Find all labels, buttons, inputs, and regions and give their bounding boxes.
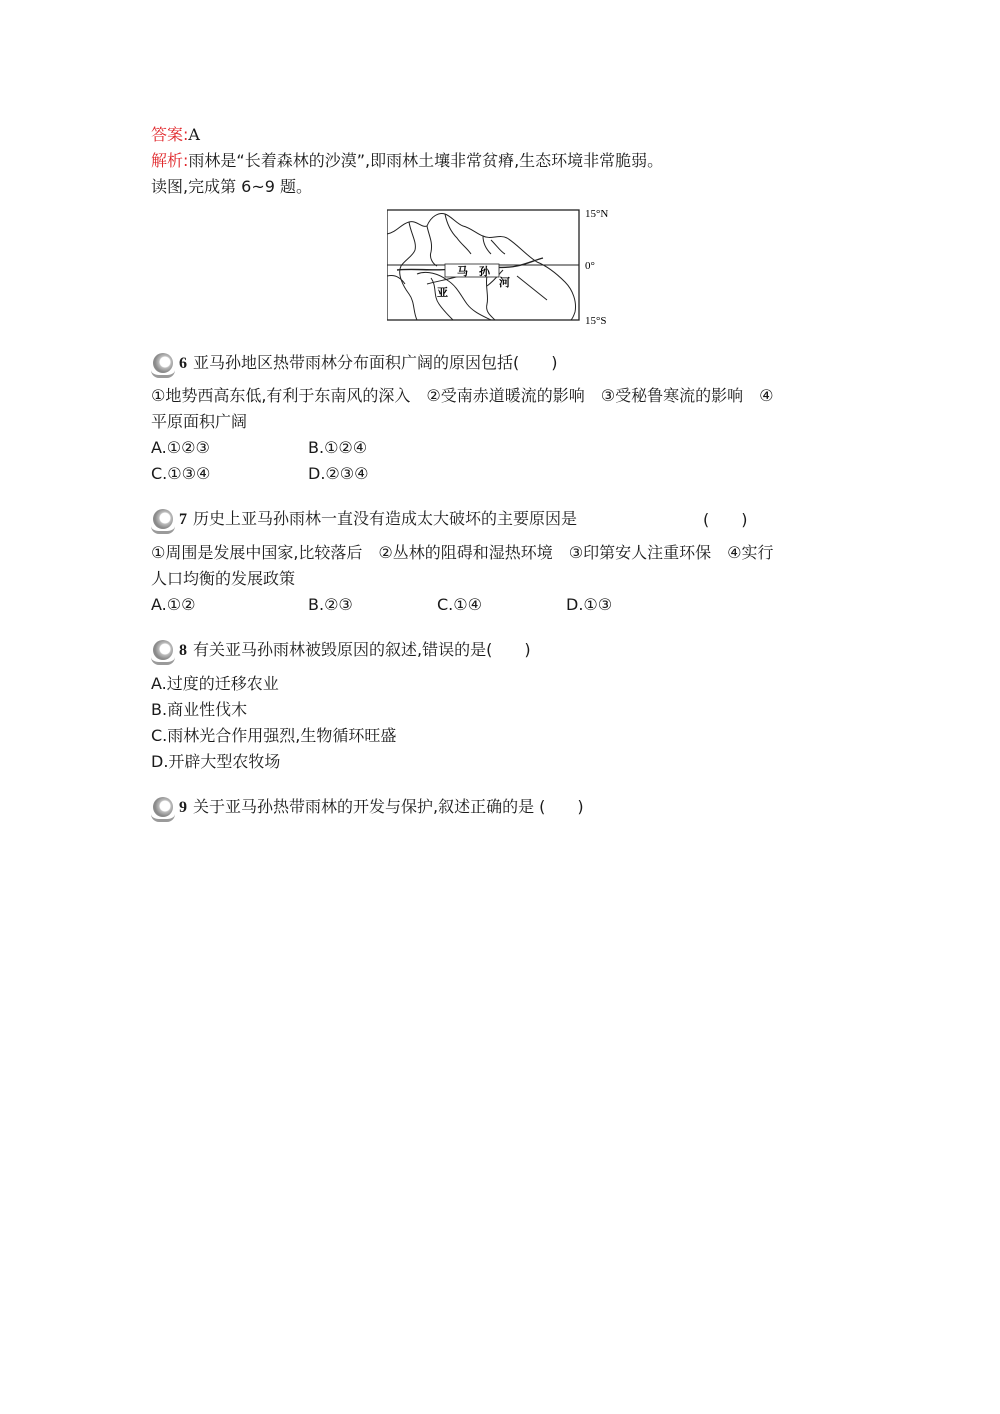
question-marker-icon [151,509,177,531]
question-stem: 历史上亚马孙雨林一直没有造成太大破坏的主要原因是 [193,509,578,528]
question-marker-icon [151,640,177,662]
question-6-heading [151,350,558,376]
question-7-statements-2: 人口均衡的发展政策 [151,569,296,588]
question-6-statements-1: ①地势西高东低,有利于东南风的深入 ②受南赤道暖流的影响 ③受秘鲁寒流的影响 ④ [151,386,774,405]
question-7-option-c: C.①④ [437,595,482,614]
answer-line: 答案:A [151,125,200,144]
question-stem: 亚马孙地区热带雨林分布面积广阔的原因包括( ) [193,353,558,372]
analysis-text: 雨林是“长着森林的沙漠”,即雨林土壤非常贫瘠,生态环境非常脆弱。 [188,151,664,170]
analysis-line: 解析:雨林是“长着森林的沙漠”,即雨林土壤非常贫瘠,生态环境非常脆弱。 [151,151,664,170]
river-label-char-2: 孙 [479,265,490,278]
analysis-label: 解析 [151,151,184,170]
amazon-map [387,204,627,328]
question-9-heading [151,794,584,820]
question-stem: 有关亚马孙雨林被毁原因的叙述,错误的是( ) [193,640,531,659]
question-number: 6 [179,355,187,372]
question-stem: 关于亚马孙热带雨林的开发与保护,叙述正确的是 ( ) [193,797,584,816]
question-6-option-c: C.①③④ [151,464,211,483]
question-marker-icon [151,353,177,375]
answer-label: 答案 [151,125,184,144]
question-number: 9 [179,799,187,816]
answer-value: A [188,125,200,144]
question-7-option-d: D.①③ [566,595,613,614]
question-8-option-b: B.商业性伐木 [151,700,248,719]
question-6-option-a: A.①②③ [151,438,210,457]
question-7-option-a: A.①② [151,595,196,614]
question-8-option-d: D.开辟大型农牧场 [151,752,281,771]
amazon-map-figure [387,204,627,328]
question-8-heading [151,637,531,663]
river-label-char-4: 河 [499,276,510,289]
question-marker-icon [151,797,177,819]
river-label-char-3: 亚 [437,286,448,299]
river-label-char-1: 马 [457,265,468,278]
question-7-option-b: B.②③ [308,595,353,614]
instruction-text: 读图,完成第 6~9 题。 [151,177,313,196]
question-7-heading [151,506,577,532]
question-number: 8 [179,642,187,659]
question-8-option-c: C.雨林光合作用强烈,生物循环旺盛 [151,726,397,745]
question-7-paren: ( ) [703,510,748,529]
question-6-option-d: D.②③④ [308,464,369,483]
question-6-statements-2: 平原面积广阔 [151,412,248,431]
question-number: 7 [179,511,187,528]
question-6-option-b: B.①②④ [308,438,368,457]
lat-label-0: 0° [585,260,595,272]
lat-label-15n: 15°N [585,208,609,220]
question-7-statements-1: ①周围是发展中国家,比较落后 ②丛林的阻碍和湿热环境 ③印第安人注重环保 ④实行 [151,543,774,562]
question-8-option-a: A.过度的迁移农业 [151,674,279,693]
lat-label-15s: 15°S [585,315,607,327]
